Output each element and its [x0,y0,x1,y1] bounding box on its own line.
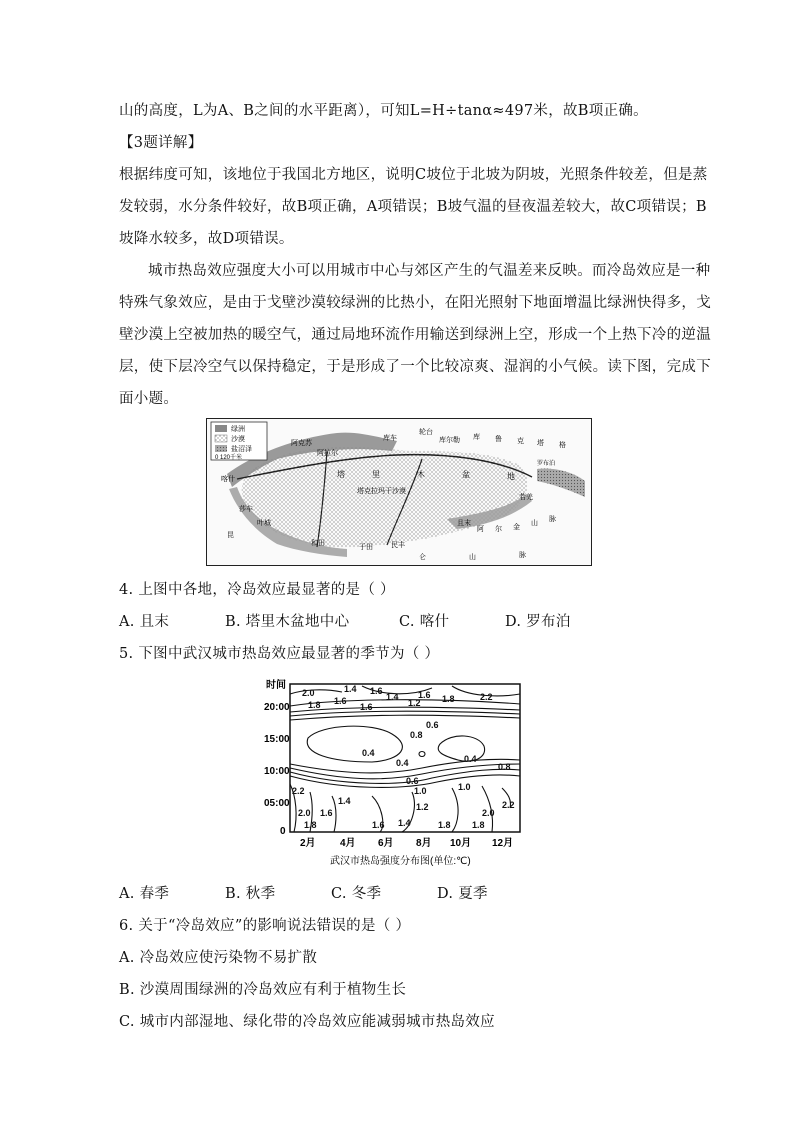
section-heading: 【3题详解】 [119,135,203,151]
option-d: D. 夏季 [437,886,488,902]
option-a: A. 且末 [119,614,170,630]
contour-label: 2.2 [292,786,305,796]
place-label: 尔 [495,526,502,533]
y-tick-label: 10:00 [264,766,290,777]
contour-label: 1.6 [370,686,383,696]
place-label: 金 [513,524,520,531]
chart-caption: 武汉市热岛强度分布图(单位:℃) [330,856,471,867]
map-svg [207,419,591,565]
place-label: 山 [531,520,538,527]
option-b: B. 秋季 [225,886,276,902]
contour-label: 1.8 [304,820,317,830]
legend-label: 沙漠 [231,436,245,443]
contour-label: 0.6 [406,776,419,786]
contour-label: 1.6 [334,696,347,706]
question-4-stem: 4. 上图中各地，冷岛效应最显著的是（ ） [119,582,395,598]
contour-label: 0.8 [498,762,511,772]
place-label: 若羌 [519,494,533,501]
contour-label: 1.8 [438,820,451,830]
legend-label: 盐沼泽 [231,446,252,453]
contour-label: 0.4 [396,758,409,768]
place-label: 鲁 [495,436,502,443]
place-label: 于田 [359,544,373,551]
contour-label: 0.8 [410,730,423,740]
place-label: 塔克拉玛干沙漠 [357,488,406,495]
paragraph-line: 城市热岛效应强度大小可以用城市中心与郊区产生的气温差来反映。而冷岛效应是一种 [148,263,711,279]
place-label: 阿拉尔 [317,450,338,457]
contour-label: 1.6 [360,702,373,712]
place-label: 且末 [457,520,471,527]
x-tick-label: 12月 [492,838,514,849]
contour-label: 1.2 [416,802,429,812]
place-label: 山 [469,554,476,561]
contour-label: 1.2 [408,698,421,708]
place-label: 阿克苏 [291,440,312,447]
paragraph-line: 山的高度，L为A、B之间的水平距离），可知L=H÷tanα≈497米，故B项正确。 [119,103,648,119]
contour-label: 1.4 [344,684,357,694]
place-label: 格 [559,442,566,449]
place-label: 塔 [537,440,544,447]
place-label: 轮台 [419,429,433,436]
desert-area [242,447,528,547]
paragraph-line: 层，使下层冷空气以保持稳定，于是形成了一个比较凉爽、湿润的小气候。读下图，完成下 [119,359,711,375]
option-b: B. 沙漠周围绿洲的冷岛效应有利于植物生长 [119,982,407,998]
contour-label: 1.0 [458,782,471,792]
question-5-options [119,884,488,904]
contour-label: 1.4 [398,818,411,828]
question-4-options [119,612,571,632]
place-label: 克 [517,438,524,445]
salt-marsh-area [537,469,585,498]
place-label: 阿 [477,526,484,533]
contour-label: 1.0 [414,786,427,796]
paragraph-line: 面小题。 [119,391,179,407]
y-tick-label: 20:00 [264,702,290,713]
y-tick-label: 05:00 [264,798,290,809]
option-c: C. 冬季 [331,886,382,902]
chart-svg [262,676,532,872]
contour-label: 1.8 [472,820,485,830]
place-label: 莎车 [239,506,253,513]
place-label: 仑 [419,554,426,561]
place-label: 盆 [462,470,470,479]
contour-label: 0.4 [362,748,375,758]
option-c: C. 喀什 [399,614,450,630]
option-b: B. 塔里木盆地中心 [225,614,350,630]
map-scale: 0 120千米 [215,455,243,461]
place-label: 库车 [383,435,397,442]
contour-label: 1.6 [418,690,431,700]
heat-island-chart [262,676,532,872]
paragraph-line: 根据纬度可知，该地位于我国北方地区，说明C坡位于北坡为阴坡，光照条件较差，但是蒸 [119,167,708,183]
contour-label: 2.2 [502,800,515,810]
place-label: 叶城 [257,520,271,527]
contour-label: 2.2 [480,692,493,702]
paragraph-line: 坡降水较多，故D项错误。 [119,231,294,247]
option-a: A. 春季 [119,886,170,902]
y-tick-label: 15:00 [264,734,290,745]
option-c: C. 城市内部湿地、绿化带的冷岛效应能减弱城市热岛效应 [119,1014,495,1030]
place-label: 库 [473,434,480,441]
place-label: 昆 [227,532,234,539]
contour-label: 1.6 [372,820,385,830]
contour-label: 1.8 [308,700,321,710]
x-tick-label: 6月 [378,838,394,849]
option-a: A. 冷岛效应使污染物不易扩散 [119,950,318,966]
contour-label: 1.4 [386,692,399,702]
contour-label: 2.0 [302,688,315,698]
contour-label: 0.6 [426,720,439,730]
place-label: 木 [417,470,425,479]
x-tick-label: 2月 [300,838,316,849]
paragraph-line: 壁沙漠上空被加热的暖空气，通过局地环流作用输送到绿洲上空，形成一个上热下冷的逆温 [119,327,711,343]
place-label: 里 [372,470,380,479]
chart-ylabel: 时间 [266,680,286,691]
place-label: 罗布泊 [537,461,556,467]
contour-label: 1.6 [320,808,333,818]
paragraph-line: 发较弱，水分条件较好，故B项正确，A项错误；B坡气温的昼夜温差较大，故C项错误；B [119,199,707,215]
contour-label: 2.0 [298,808,311,818]
place-label: 民丰 [391,542,405,549]
contour-label: 2.0 [482,808,495,818]
place-label: 塔 [337,470,345,479]
contour-label: 1.4 [338,796,351,806]
legend-label: 绿洲 [231,426,245,433]
x-tick-label: 4月 [340,838,356,849]
x-tick-label: 10月 [450,838,472,849]
place-label: 库尔勒 [439,437,460,444]
tarim-basin-map [206,418,592,566]
x-tick-label: 8月 [416,838,432,849]
option-d: D. 罗布泊 [505,614,571,630]
place-label: 脉 [549,516,556,523]
contour-label: 1.8 [442,694,455,704]
place-label: 地 [507,472,515,481]
place-label: 和田 [311,540,325,547]
contour-label: 0.4 [464,754,477,764]
paragraph-line: 特殊气象效应，是由于戈壁沙漠较绿洲的比热小，在阳光照射下地面增温比绿洲快得多，戈 [119,295,711,311]
place-label: 脉 [519,552,526,559]
question-6-stem: 6. 关于“冷岛效应”的影响说法错误的是（ ） [119,918,411,934]
question-5-stem: 5. 下图中武汉城市热岛效应最显著的季节为（ ） [119,646,440,662]
y-tick-label: 0 [280,826,286,837]
place-label: 喀什 [221,476,235,483]
